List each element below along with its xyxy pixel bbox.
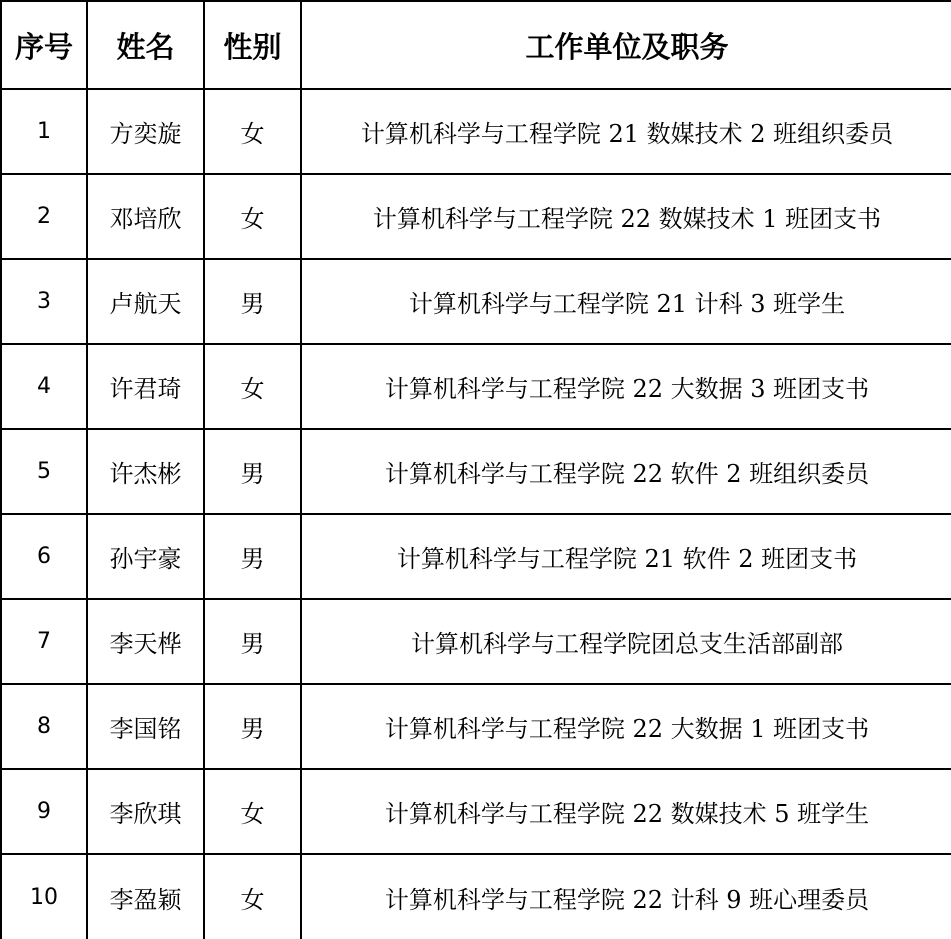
- cell-position: 计算机科学与工程学院 22 计科 9 班心理委员: [301, 854, 951, 939]
- cell-position: 计算机科学与工程学院 22 大数据 3 班团支书: [301, 344, 951, 429]
- cell-name: 许杰彬: [87, 429, 204, 514]
- cell-gender: 男: [204, 259, 301, 344]
- cell-gender: 女: [204, 769, 301, 854]
- cell-position: 计算机科学与工程学院团总支生活部副部: [301, 599, 951, 684]
- table-row: [1, 429, 951, 514]
- cell-name: 李天桦: [87, 599, 204, 684]
- cell-index: 8: [1, 684, 87, 769]
- cell-gender: 男: [204, 684, 301, 769]
- cell-name: 李盈颖: [87, 854, 204, 939]
- table-row: [1, 259, 951, 344]
- cell-name: 邓培欣: [87, 174, 204, 259]
- cell-index: 4: [1, 344, 87, 429]
- cell-name: 李国铭: [87, 684, 204, 769]
- table-row: [1, 684, 951, 769]
- header-row: [1, 1, 951, 89]
- cell-gender: 男: [204, 599, 301, 684]
- cell-position: 计算机科学与工程学院 21 软件 2 班团支书: [301, 514, 951, 599]
- cell-position: 计算机科学与工程学院 22 数媒技术 1 班团支书: [301, 174, 951, 259]
- cell-index: 5: [1, 429, 87, 514]
- cell-position: 计算机科学与工程学院 21 计科 3 班学生: [301, 259, 951, 344]
- column-header-index: 序号: [1, 1, 87, 89]
- cell-index: 9: [1, 769, 87, 854]
- column-header-name: 姓名: [87, 1, 204, 89]
- cell-position: 计算机科学与工程学院 22 数媒技术 5 班学生: [301, 769, 951, 854]
- cell-gender: 女: [204, 344, 301, 429]
- table-body: [1, 89, 951, 939]
- cell-gender: 男: [204, 514, 301, 599]
- cell-position: 计算机科学与工程学院 22 软件 2 班组织委员: [301, 429, 951, 514]
- cell-name: 孙宇豪: [87, 514, 204, 599]
- table-row: [1, 514, 951, 599]
- cell-gender: 男: [204, 429, 301, 514]
- column-header-position: 工作单位及职务: [301, 1, 951, 89]
- table-row: [1, 174, 951, 259]
- cell-position: 计算机科学与工程学院 21 数媒技术 2 班组织委员: [301, 89, 951, 174]
- table-row: [1, 89, 951, 174]
- cell-index: 2: [1, 174, 87, 259]
- cell-gender: 女: [204, 854, 301, 939]
- cell-index: 6: [1, 514, 87, 599]
- cell-index: 1: [1, 89, 87, 174]
- cell-name: 许君琦: [87, 344, 204, 429]
- column-header-gender: 性别: [204, 1, 301, 89]
- cell-name: 李欣琪: [87, 769, 204, 854]
- table-row: [1, 769, 951, 854]
- cell-gender: 女: [204, 89, 301, 174]
- table-row: [1, 854, 951, 939]
- cell-position: 计算机科学与工程学院 22 大数据 1 班团支书: [301, 684, 951, 769]
- cell-gender: 女: [204, 174, 301, 259]
- cell-name: 卢航天: [87, 259, 204, 344]
- table-row: [1, 599, 951, 684]
- cell-index: 10: [1, 854, 87, 939]
- cell-index: 3: [1, 259, 87, 344]
- cell-index: 7: [1, 599, 87, 684]
- table-header: [1, 1, 951, 89]
- cell-name: 方奕旋: [87, 89, 204, 174]
- table-row: [1, 344, 951, 429]
